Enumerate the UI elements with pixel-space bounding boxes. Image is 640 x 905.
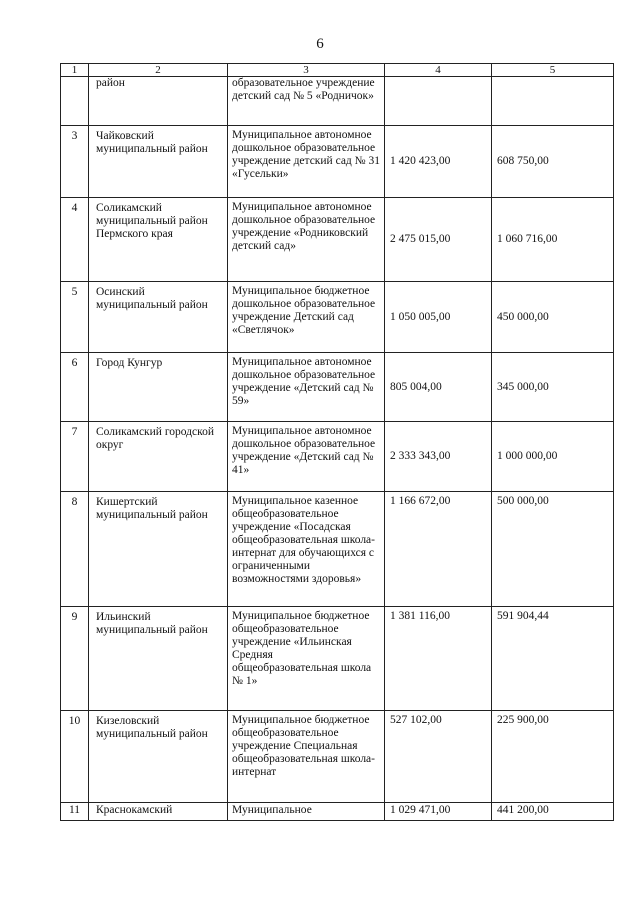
institution-cell: Муниципальное бюджетное дошкольное образовательное учреждение Детский сад «Светлячок» [228, 282, 385, 353]
column-header: 5 [492, 64, 614, 77]
table-row [61, 198, 614, 282]
column-header: 3 [228, 64, 385, 77]
row-number: 11 [61, 803, 89, 821]
amount-cell-1 [385, 77, 492, 126]
region-cell: Краснокамский [89, 803, 228, 821]
row-number: 4 [61, 198, 89, 282]
institution-cell: Муниципальное [228, 803, 385, 821]
institution-cell: Муниципальное автономное дошкольное образовательное учреждение «Родниковский детский сад» [228, 198, 385, 282]
row-number: 3 [61, 126, 89, 198]
row-number [61, 77, 89, 126]
amount-cell-1: 1 166 672,00 [385, 492, 492, 607]
region-cell: Соликамский городской округ [89, 422, 228, 492]
institution-cell: Муниципальное бюджетное общеобразовательное учреждение «Ильинская Средняя общеобразовательная школа № 1» [228, 607, 385, 711]
column-header: 2 [89, 64, 228, 77]
amount-cell-1: 2 475 015,00 [385, 198, 492, 282]
amount-cell-1: 1 381 116,00 [385, 607, 492, 711]
table-row [61, 711, 614, 803]
table-row [61, 422, 614, 492]
amount-cell-1: 2 333 343,00 [385, 422, 492, 492]
funding-table [60, 63, 614, 821]
column-header: 1 [61, 64, 89, 77]
page-number: 6 [316, 36, 324, 52]
row-number: 8 [61, 492, 89, 607]
row-number: 9 [61, 607, 89, 711]
table-row [61, 77, 614, 126]
amount-cell-1: 805 004,00 [385, 353, 492, 422]
region-cell: район [89, 77, 228, 126]
region-cell: Город Кунгур [89, 353, 228, 422]
amount-cell-2: 345 000,00 [492, 353, 614, 422]
amount-cell-1: 527 102,00 [385, 711, 492, 803]
amount-cell-2: 500 000,00 [492, 492, 614, 607]
region-cell: Соликамский муниципальный район Пермского края [89, 198, 228, 282]
amount-cell-2: 591 904,44 [492, 607, 614, 711]
institution-cell: Муниципальное автономное дошкольное образовательное учреждение «Детский сад № 41» [228, 422, 385, 492]
institution-cell: Муниципальное казенное общеобразовательное учреждение «Посадская общеобразовательная школа-интернат для обучающихся с ограниченными возможностями здоровья» [228, 492, 385, 607]
table-row [61, 126, 614, 198]
table-row [61, 353, 614, 422]
row-number: 5 [61, 282, 89, 353]
row-number: 10 [61, 711, 89, 803]
region-cell: Ильинский муниципальный район [89, 607, 228, 711]
amount-cell-2 [492, 77, 614, 126]
table-row [61, 803, 614, 821]
amount-cell-1: 1 050 005,00 [385, 282, 492, 353]
institution-cell: образовательное учреждение детский сад № 5 «Родничок» [228, 77, 385, 126]
amount-cell-1: 1 420 423,00 [385, 126, 492, 198]
institution-cell: Муниципальное автономное дошкольное образовательное учреждение «Детский сад № 59» [228, 353, 385, 422]
region-cell: Чайковский муниципальный район [89, 126, 228, 198]
institution-cell: Муниципальное бюджетное общеобразовательное учреждение Специальная общеобразовательная школа-интернат [228, 711, 385, 803]
amount-cell-2: 225 900,00 [492, 711, 614, 803]
amount-cell-2: 1 000 000,00 [492, 422, 614, 492]
region-cell: Кизеловский муниципальный район [89, 711, 228, 803]
table-row [61, 607, 614, 711]
region-cell: Осинский муниципальный район [89, 282, 228, 353]
institution-cell: Муниципальное автономное дошкольное образовательное учреждение детский сад № 31 «Гусельки» [228, 126, 385, 198]
table-row [61, 282, 614, 353]
amount-cell-2: 608 750,00 [492, 126, 614, 198]
row-number: 7 [61, 422, 89, 492]
amount-cell-2: 1 060 716,00 [492, 198, 614, 282]
column-header: 4 [385, 64, 492, 77]
amount-cell-2: 450 000,00 [492, 282, 614, 353]
amount-cell-2: 441 200,00 [492, 803, 614, 821]
region-cell: Кишертский муниципальный район [89, 492, 228, 607]
table-row [61, 492, 614, 607]
row-number: 6 [61, 353, 89, 422]
table-header-row [61, 64, 614, 77]
amount-cell-1: 1 029 471,00 [385, 803, 492, 821]
